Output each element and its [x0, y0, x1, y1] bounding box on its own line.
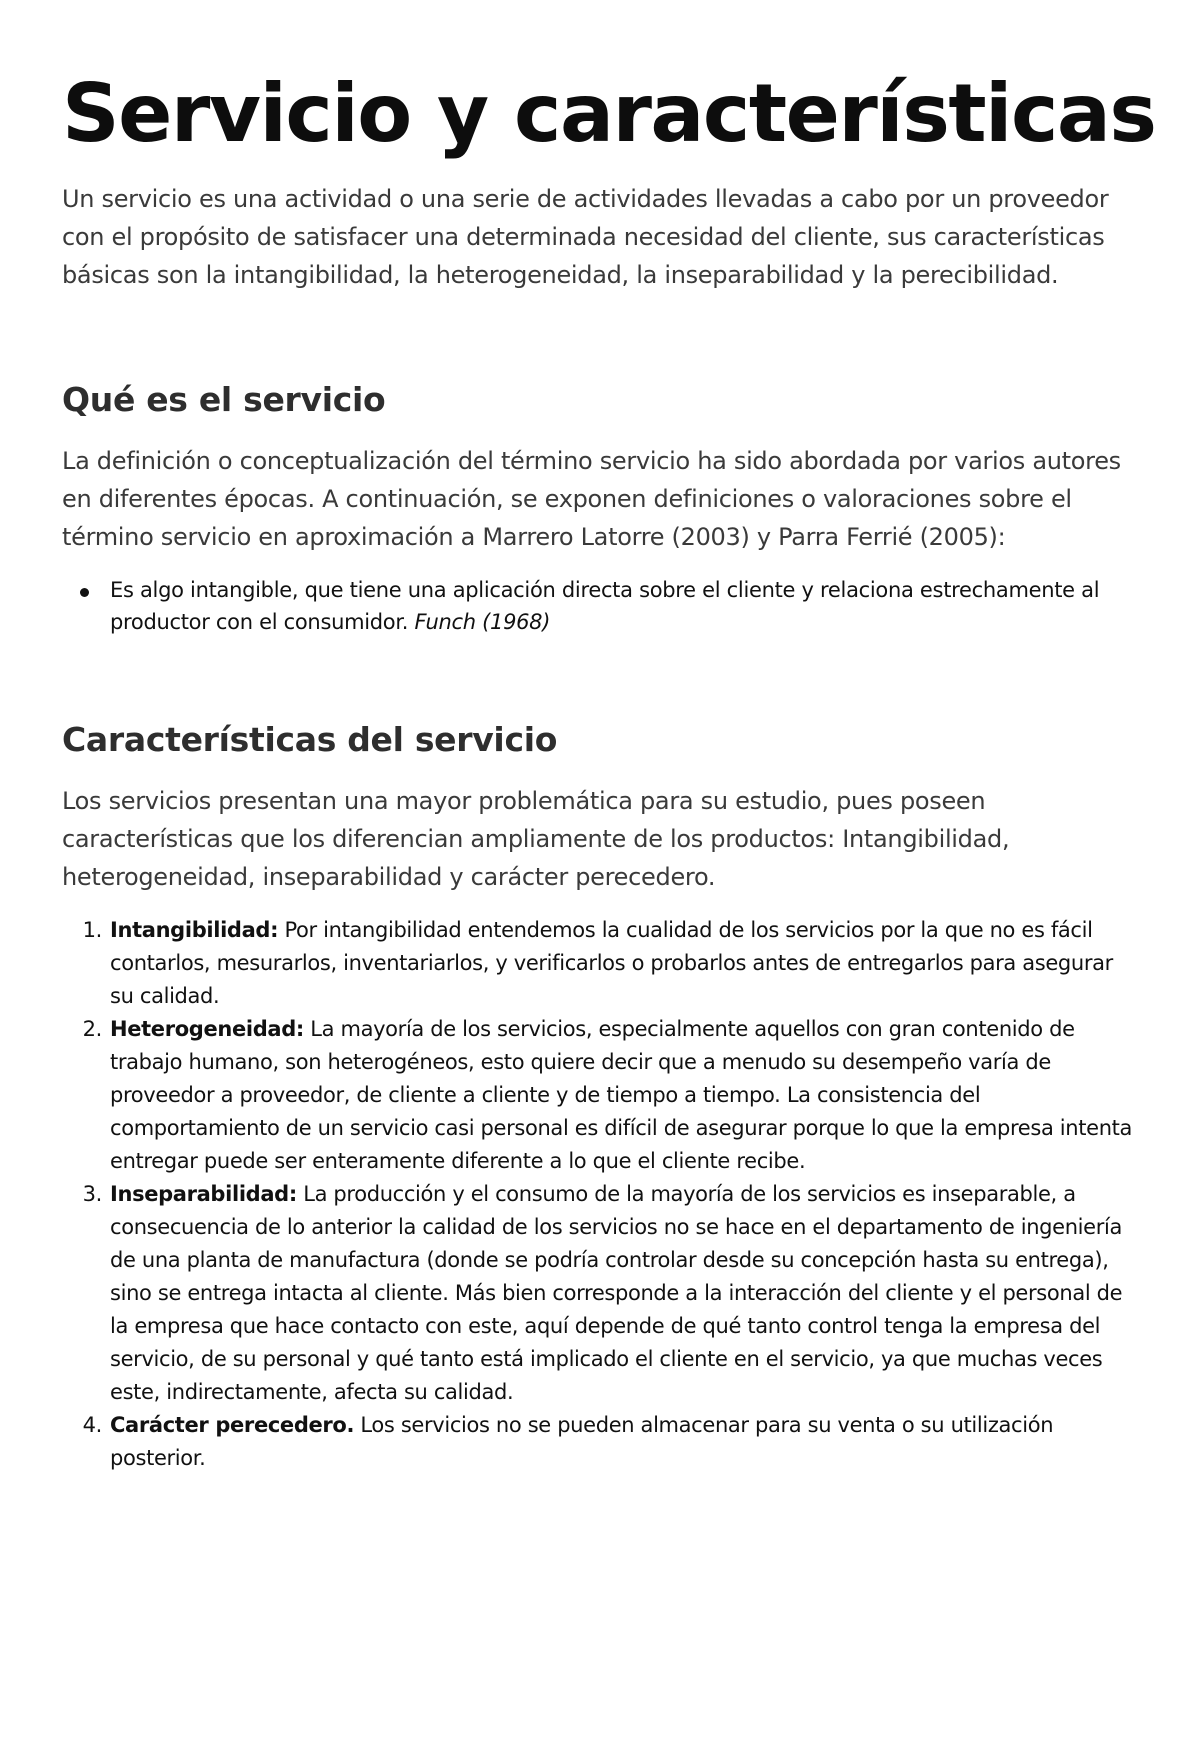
document-title: Servicio y características [62, 67, 1156, 160]
characteristics-list [62, 914, 1138, 1475]
list-item [82, 1178, 1138, 1409]
list-item-text: Es algo intangible, que tiene una aplicación directa sobre el cliente y relaciona estrechamente al productor con el consumidor. [110, 578, 1100, 634]
list-item-number: 2. [82, 1017, 102, 1041]
list-item-number: 1. [82, 918, 102, 942]
list-item-citation: Funch (1968) [414, 610, 551, 634]
section-paragraph-caracteristicas: Los servicios presentan una mayor problemática para su estudio, pues poseen características que los diferencian ampliamente de los productos: Intangibilidad, heterogeneidad, inseparabilidad y carácter perecedero. [62, 787, 1010, 891]
list-item [110, 574, 1138, 638]
list-item-text: Los servicios no se pueden almacenar para su venta o su utilización posterior. [110, 1413, 1054, 1470]
list-item-term: Heterogeneidad: [110, 1017, 304, 1041]
list-item [82, 914, 1138, 1013]
list-item [82, 1409, 1138, 1475]
bullet-icon [80, 588, 89, 597]
list-item-number: 3. [82, 1182, 102, 1206]
definitions-list [62, 574, 1138, 638]
list-item-text: Por intangibilidad entendemos la cualidad de los servicios por la que no es fácil contarlos, mesurarlos, inventariarlos, y verificarlos o probarlos antes de entregarlos para asegurar su calidad. [110, 918, 1113, 1008]
list-item-text: La mayoría de los servicios, especialmente aquellos con gran contenido de trabajo humano, son heterogéneos, esto quiere decir que a menudo su desempeño varía de proveedor a proveedor, de cliente a cliente y de tiempo a tiempo. La consistencia del comportamiento de un servicio casi personal es difícil de asegurar porque lo que la empresa intenta entregar puede ser enteramente diferente a lo que el cliente recibe. [110, 1017, 1133, 1173]
list-item [82, 1013, 1138, 1178]
list-item-term: Intangibilidad: [110, 918, 279, 942]
section-heading-que-es: Qué es el servicio [62, 380, 386, 419]
intro-paragraph: Un servicio es una actividad o una serie de actividades llevadas a cabo por un proveedor con el propósito de satisfacer una determinada necesidad del cliente, sus características básicas son la intangibilidad, la heterogeneidad, la inseparabilidad y la perecibilidad. [62, 185, 1109, 289]
list-item-text: La producción y el consumo de la mayoría de los servicios es inseparable, a consecuencia de lo anterior la calidad de los servicios no se hace en el departamento de ingeniería de una planta de manufactura (donde se podría controlar desde su concepción hasta su entrega), sino se entrega intacta al cliente. Más bien corresponde a la interacción del cliente y el personal de la empresa que hace contacto con este, aquí depende de qué tanto control tenga la empresa del servicio, de su personal y qué tanto está implicado el cliente en el servicio, ya que muchas veces este, indirectamente, afecta su calidad. [110, 1182, 1123, 1404]
list-item-term: Carácter perecedero. [110, 1413, 355, 1437]
section-heading-caracteristicas: Características del servicio [62, 720, 558, 759]
list-item-term: Inseparabilidad: [110, 1182, 297, 1206]
list-item-number: 4. [82, 1413, 102, 1437]
section-paragraph-que-es: La definición o conceptualización del término servicio ha sido abordada por varios autores en diferentes épocas. A continuación, se exponen definiciones o valoraciones sobre el término servicio en aproximación a Marrero Latorre (2003) y Parra Ferrié (2005): [62, 447, 1121, 551]
